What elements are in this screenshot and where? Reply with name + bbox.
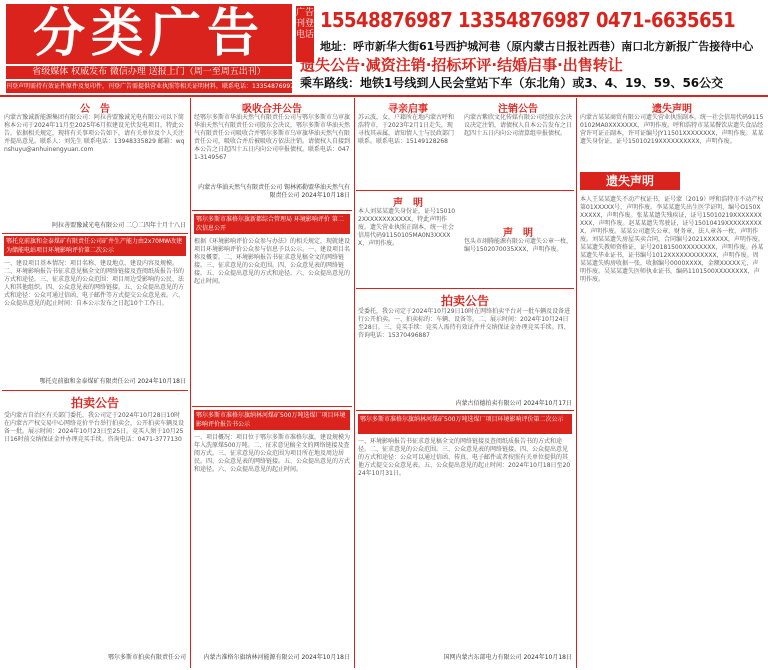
lost-notice-title: 遗失声明 [652,104,692,115]
env-notice-signature: 鄂托克前旗和金泰煤矿有限责任公司 2024年10月18日 [39,378,186,385]
auction-signature: 鄂尔多斯市拍卖有限责任公司 [107,654,186,661]
divider [192,406,352,407]
auction2-body: 受委托，我公司定于2024年10月29日10时在网络拍卖平台对一批车辆及设备进行公开拍卖。一、拍卖标的：车辆、设备等。二、展示时间：2024年10月24日至28日。三、竞买手续：竞买人需持有效证件并交纳保证金办理竞买手续。四、咨询电话：15370496887 [358,308,571,339]
deregister-body: 内蒙古紫欣文化传媒有限公司经股东会决议决定注销，请债权人自本公告发布之日起四十五日内向公司清算组申报债权。 [464,114,573,137]
env-second-body: 一、环境影响报告书征求意见稿全文的网络链接及查阅纸质报告书的方式和途径。二、征求意见的公众范围。三、公众意见表的网络链接。四、公众提出意见的方式和途径：公众可以通过信函、传真、电子邮件或者按照有关单位提供的其他方式提交公众意见表。五、公众提出意见的起止时间：2024年10月18日至2024年10月31日。 [358,438,571,477]
vertical-label: 广告刊登电话 [296,6,314,62]
lost-notice-list: 本人王某某遗失不动产权证书，证号蒙（2019）呼和浩特市不动产权第01XXXXX号，声明作废。李某某遗失出生医学证明，编号O150XXXXXX，声明作废。张某某遗失残疾证，证号15010219XXXXXXXXXX，声明作废。赵某某遗失驾驶证，证号15010419XXXXXXXXXX，声明作废。某某公司遗失公章、财务章、法人章各一枚，声明作废。刘某某遗失房屋买卖合同，合同编号2021XXXXXX，声明作废。某某遗失教师资格证，证号20181500XXXXXXXX，声明作废。孙某某遗失毕业证书，证书编号1012XXXXXXXXXXXX，声明作废。周某某遗失购房收据一张，收据编号0000XXXX，金额XXXXX元，声明作废。吴某某遗失医师执业证书，编码1101500XXXXXXXX，声明作废。 [580,196,764,283]
env-disclosure-title: 鄂尔多斯市准格尔旗新都综合管理局 环境影响评价 第二次信息公开 [194,214,350,234]
lost-notice-banner: 遗失声明 [580,172,680,190]
divider [192,210,352,211]
auction2-title: 拍卖公告 [440,294,489,308]
search-kin-title: 寻亲启事 [388,104,428,115]
column-divider [190,98,191,668]
notice-signature: 阿拉善盟豫诚光电有限公司 二〇二四年十月十八日 [52,222,186,229]
env-second-title: 鄂尔多斯市准格尔旗纳林河煤矿500万吨选煤厂项目环境影响评价第二次公示 [358,414,572,434]
tagline: 省级媒体 权威发布 微信办理 送报上门（周一至周五出刊） [6,66,292,79]
header-banner [0,0,768,96]
auction-body: 受内蒙古自治区有关部门委托，我公司定于2024年10月28日10时在内蒙古产权交易中心网络竞价平台举行拍卖会，公开拍卖车辆及设备一批。展示时间：2024年10月23日至25日。竞买人须于10月25日16时前交纳保证金并办理竞买手续。咨询电话：0471-3777130 [4,412,185,443]
merger-signature: 内蒙古华油天然气有限责任公司 锡林郭勒盟华油天然气有限责任公司 2024年10月18日 [198,184,350,199]
page-logo: 分类广告 [6,4,292,64]
services: 遗失公告·减资注销·招标环评·结婚启事·出售转让 [300,56,623,74]
auction-title: 拍卖公告 [70,396,119,410]
column-divider [576,98,577,668]
auction2-signature: 内蒙古佰德拍卖有限公司 2024年10月17日 [455,400,572,407]
phone-numbers: 15548876987 13354876987 0471-6635651 [320,8,736,32]
env-notice-title: 鄂托克前旗和金泰煤矿有限责任公司矿井生产能力由2x70MW改建为储能电站项目环境影响评价第二次公示 [4,236,186,256]
lost-notice-body: 内蒙古某某商贸有限公司遗失营业执照副本，统一社会信用代码91150102MA0XXXXXXX，声明作废。呼和浩特市某某餐饮店遗失食品经营许可证正副本，许可证编号JY11501XXXXXXXX，声明作废。某某遗失身份证，证号15010219XXXXXXXXXX，声明作废。 [580,114,764,145]
divider [2,390,188,391]
statement2-title: 声 明 [503,228,533,239]
statement-title: 声 明 [393,198,423,209]
plant-notice-body: 一、项目概况：项目位于鄂尔多斯市准格尔旗，建设规模为年入洗原煤500万吨。二、征求意见稿全文的网络链接及查阅方式。三、征求意见的公众范围为项目所在地及周边居民。四、公众意见表的网络链接。五、公众提出意见的方式和途径。六、公众提出意见的起止时间。 [194,434,351,473]
plant-notice-title: 鄂尔多斯市准格尔旗纳林河煤矿500万吨选煤厂项目环境影响评价报告书公示 [194,410,350,430]
divider [2,233,188,234]
env-disclosure-body: 根据《环境影响评价公众参与办法》的相关规定，现就建设项目环境影响评价公众参与信息予以公示。一、建设项目名称及概要。二、环境影响报告书征求意见稿全文的网络链接。三、征求意见的公众范围。四、公众意见表的网络链接。五、公众提出意见的方式和途径。六、公众提出意见的起止时间。 [194,238,351,285]
env-second-signature: 国网内蒙古东部电力有限公司 2024年10月18日 [443,654,572,661]
merger-body: 经鄂尔多斯市华油天然气有限责任公司与鄂尔多斯市乌审旗华油天然气有限责任公司股东会决议，鄂尔多斯市华油天然气有限责任公司吸收合并鄂尔多斯市乌审旗华油天然气有限责任公司，吸收合并后被吸收方依法注销。请债权人自接到本公告之日起四十五日内向公司申报债权。联系电话：0471-3149567 [194,114,351,161]
column-divider [354,98,355,668]
address: 地址：呼市新华大街61号西护城河巷（原内蒙古日报社西巷）南口北方新报广告接待中心 [320,40,754,53]
plant-notice-signature: 内蒙古准格尔旗纳林河能源有限公司 2024年10月18日 [203,654,350,661]
notice-body: 内蒙古豫诚新能源集团有限公司：阿拉善盟豫诚光电有限公司以下简称本公司于2024年11月至2025年6月拟建设光伏发电项目，特此公告。依据相关规定，现将有关事项公告如下，请有关单位及个人关注并提出意见。联系人：刘先生 联系电话：13948335829 邮箱：wqnshuyu@anhuinengyuan.com [4,114,185,153]
notice-title: 公 告 [80,104,110,115]
statement2-body: 包头市翊腾能源有限公司遗失公章一枚，编号1502070035XXX，声明作废。 [464,238,573,253]
divider [356,410,574,411]
env-notice-body: 一、建设项目基本情况：项目名称、建设地点、建设内容及规模。二、环境影响报告书征求意见稿全文的网络链接及查阅纸质报告书的方式和途径。三、征求意见的公众范围：项目周边受影响的公民、法人和其他组织。四、公众意见表的网络链接。五、公众提出意见的方式和途径：公众可通过信函、电子邮件等方式提交公众意见表。六、公众提出意见的起止时间：自本公示发布之日起10个工作日。 [4,260,185,307]
header-rule [0,95,768,97]
merger-title: 吸收合并公告 [242,104,302,115]
divider [356,190,574,191]
statement-body: 本人刘某某遗失身份证，证号150102XXXXXXXXXXXX，特此声明作废。遗失营业执照正副本，统一社会信用代码91150105MA0N3XXXXX，声明作废。 [358,208,456,247]
notice-line: 刊登声明需持有效证件原件及复印件，刊登广告需提供营业执照等相关证明材料，联系电话：13354876997 广告刊登相关事宜请咨询工作人员 [6,81,292,93]
route: 乘车路线：地铁1号线到人民会堂站下车（东北角）或3、4、19、59、56公交 [300,76,724,90]
deregister-title: 注销公告 [498,104,538,115]
search-kin-body: 苏云波，女，户籍所在地内蒙古呼和浩特市，于2023年2月1日走失，现寻找其亲属，请知情人士与民政部门联系。联系电话：15149128268 [358,114,455,145]
divider [356,288,574,289]
